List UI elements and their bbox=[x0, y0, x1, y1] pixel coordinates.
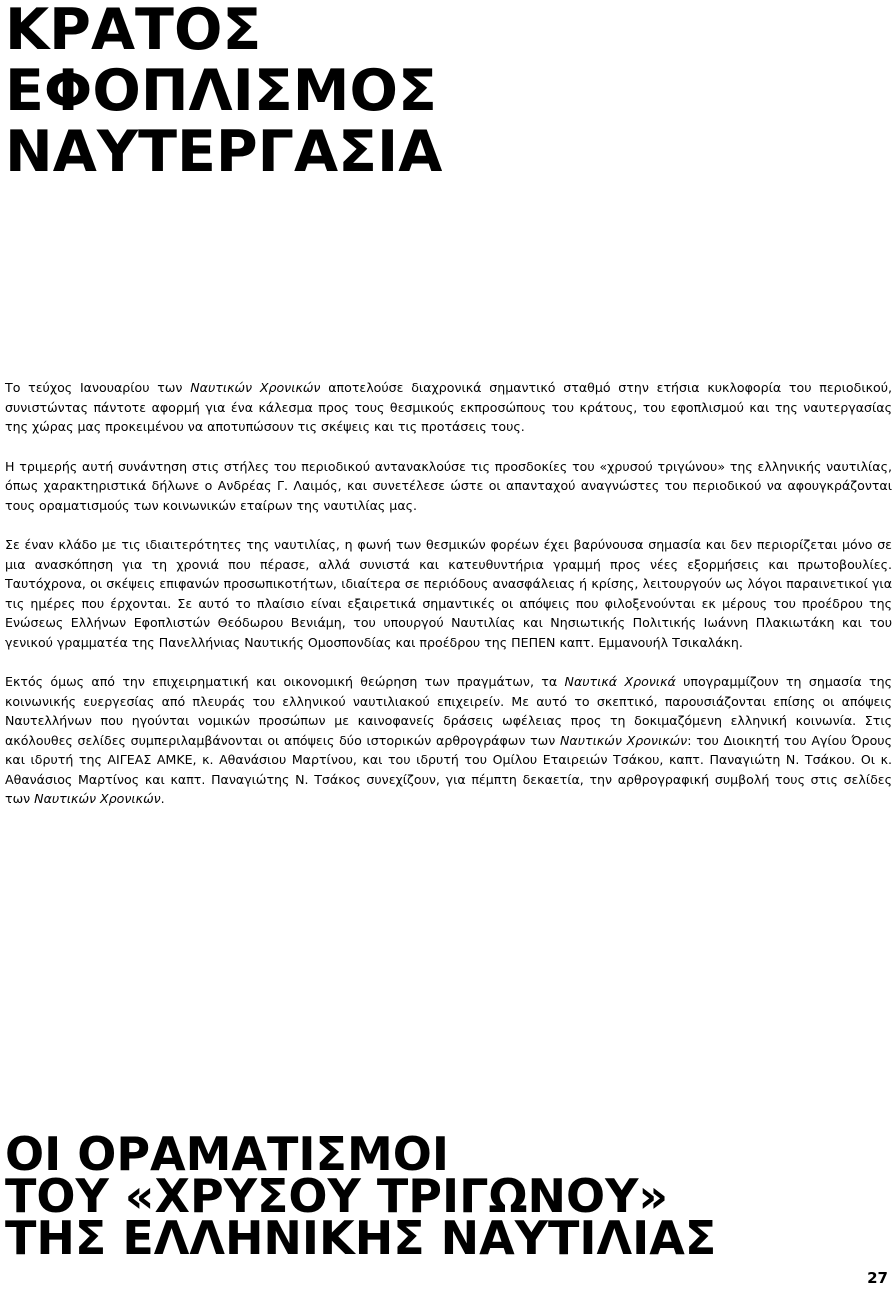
publication-name: Ναυτικών Χρονικών bbox=[190, 380, 321, 395]
article-paragraph: Εκτός όμως από την επιχειρηματική και οικονομική θεώρηση των πραγμάτων, τα Ναυτικά Χρονικά υπογραμμίζουν τη σημασία της κοινωνικής ευεργεσίας από πλευράς του ελληνικού ναυτιλιακού επιχειρείν. Με αυτό το σκεπτικό, παρουσιάζονται επίσης οι απόψεις Ναυτελλήνων που ηγούνται νομικών προσώπων με καινοφανείς δράσεις ωφέλειας προς τη δοκιμαζόμενη ελληνική κοινωνία. Στις ακόλουθες σελίδες συμπεριλαμβάνονται οι απόψεις δύο ιστορικών αρθρογράφων των Ναυτικών Χρονικών: του Διοικητή του Αγίου Όρους και ιδρυτή της ΑΙΓΕΑΣ ΑΜΚΕ, κ. Αθανάσιου Μαρτίνου, και του ιδρυτή του Ομίλου Εταιρειών Τσάκου, καπτ. Παναγιώτη Ν. Τσάκου. Οι κ. Αθανάσιος Μαρτίνος και καπτ. Παναγιώτης Ν. Τσάκος συνεχίζουν, για πέμπτη δεκαετία, την αρθρογραφική συμβολή τους στις σελίδες των Ναυτικών Χρονικών. bbox=[5, 674, 892, 806]
page-number: 27 bbox=[867, 1269, 888, 1287]
feature-headline bbox=[5, 1127, 717, 1265]
feature-headline-line: ΟΙ ΟΡΑΜΑΤΙΣΜΟΙ bbox=[5, 1127, 449, 1181]
article-paragraph: Το τεύχος Ιανουαρίου των Ναυτικών Χρονικών αποτελούσε διαχρονικά σημαντικό σταθμό στην ετήσια κυκλοφορία του περιοδικού, συνιστώντας πάντοτε αφορμή για ένα κάλεσμα προς τους θεσμικούς εκπροσώπους του κράτους, του εφοπλισμού και της ναυτεργασίας της χώρας μας προκειμένου να αποτυπώσουν τις σκέψεις και τις προτάσεις τους. bbox=[5, 380, 892, 434]
article-body bbox=[5, 378, 892, 829]
publication-name: Ναυτικά Χρονικά bbox=[564, 674, 676, 689]
section-title-line: ΕΦΟΠΛΙΣΜΟΣ bbox=[5, 58, 437, 124]
publication-name: Ναυτικών Χρονικών bbox=[34, 791, 161, 806]
article-paragraph: Σε έναν κλάδο με τις ιδιαιτερότητες της ναυτιλίας, η φωνή των θεσμικών φορέων έχει βαρύνουσα σημασία και δεν περιορίζεται μόνο σε μια ανασκόπηση για τη χρονιά που πέρασε, αλλά συνιστά και κατευθυντήρια γραμμή προς νέες εξορμήσεις και πρωτοβουλίες. Ταυτόχρονα, οι σκέψεις επιφανών προσωπικοτήτων, ιδιαίτερα σε περιόδους ανασφάλειας ή κρίσης, λειτουργούν ως λόγοι παραινετικοί για τις ημέρες που έρχονται. Σε αυτό το πλαίσιο είναι εξαιρετικά σημαντικές οι απόψεις που φιλοξενούνται εκ μέρους του προέδρου της Ενώσεως Ελλήνων Εφοπλιστών Θεόδωρου Βενιάμη, του υπουργού Ναυτιλίας και Νησιωτικής Πολιτικής Ιωάννη Πλακιωτάκη και του γενικού γραμματέα της Πανελλήνιας Ναυτικής Ομοσπονδίας και προέδρου της ΠΕΠΕΝ καπτ. Εμμανουήλ Τσικαλάκη. bbox=[5, 537, 892, 650]
section-title bbox=[5, 0, 442, 183]
feature-headline-line: ΤΟΥ «ΧΡΥΣΟΥ ΤΡΙΓΩΝΟΥ» bbox=[5, 1169, 669, 1223]
article-paragraph: Η τριμερής αυτή συνάντηση στις στήλες του περιοδικού αντανακλούσε τις προσδοκίες του «χρυσού τριγώνου» της ελληνικής ναυτιλίας, όπως χαρακτηριστικά δήλωνε ο Ανδρέας Γ. Λαιμός, και συνετέλεσε ώστε οι απανταχού αναγνώστες του περιοδικού να αφουγκράζονται τους οραματισμούς των κοινωνικών εταίρων της ναυτιλίας μας. bbox=[5, 458, 892, 513]
feature-headline-line: ΤΗΣ ΕΛΛΗΝΙΚΗΣ ΝΑΥΤΙΛΙΑΣ bbox=[5, 1211, 717, 1265]
section-title-line: ΝΑΥΤΕΡΓΑΣΙΑ bbox=[5, 119, 443, 185]
section-title-line: ΚΡΑΤΟΣ bbox=[5, 0, 262, 63]
publication-name: Ναυτικών Χρονικών bbox=[560, 732, 688, 748]
